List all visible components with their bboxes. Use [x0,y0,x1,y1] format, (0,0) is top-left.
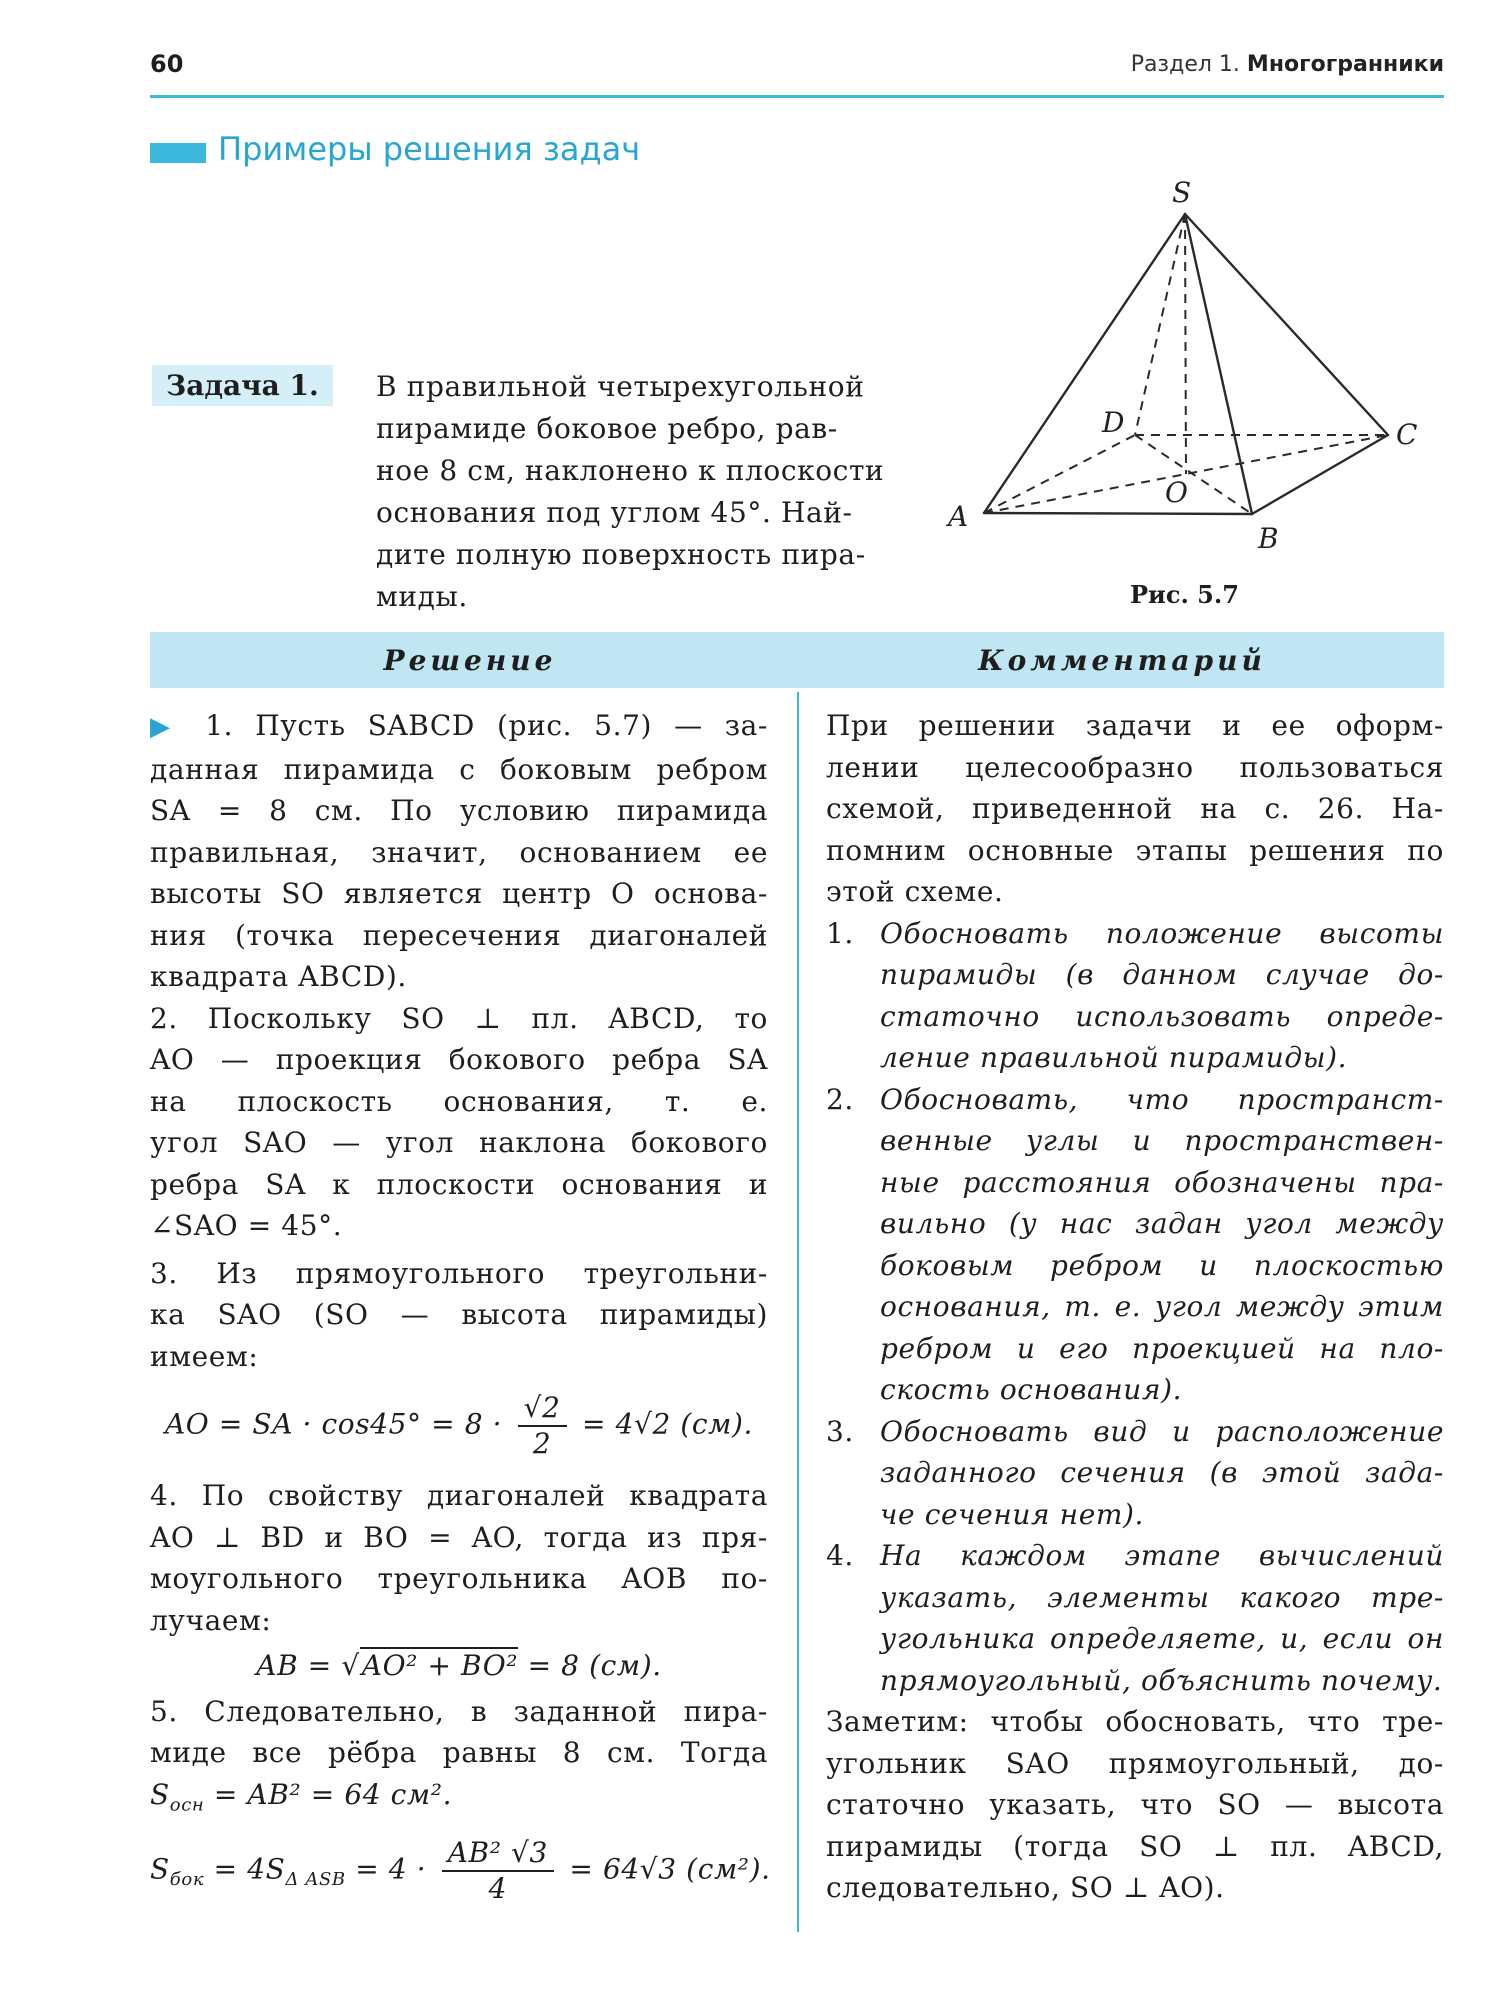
section-marker [150,143,206,163]
solution-line: лучаем: [150,1603,272,1637]
task-line: ное 8 см, наклонено к плоскости [376,454,885,487]
comment-line: заданного сечения (в этой зада- [880,1456,1444,1489]
comment-line: следовательно, SO ⊥ AO). [826,1871,1225,1904]
comment-line: че сечения нет). [880,1497,1145,1531]
label-O: O [1165,476,1188,509]
formula-ao: AO = SA · cos45° = 8 · $\frac{√2}{2}$ = 4√2 (см). [164,1391,754,1460]
label-B: B [1258,522,1279,555]
comment-line: Заметим: чтобы обосновать, что тре- [826,1705,1444,1738]
comment-line: схемой, приведенной на с. 26. На- [826,792,1444,825]
fraction: $\frac{\text{AB² √3}}{4}$ [442,1836,554,1906]
solution-line: AO ⊥ BD и BO = AO, тогда из пря- [150,1520,768,1554]
solution-line: ка SAO (SO — высота пирамиды) [150,1298,768,1331]
comment-line: При решении задачи и ее оформ- [826,709,1444,742]
task-line: В правильной четырехугольной [376,370,865,403]
section-title: Примеры решения задач [218,130,641,168]
comment-line: На каждом этапе вычислений [880,1539,1444,1572]
solution-line: 2. Поскольку SO ⊥ пл. ABCD, то [150,1001,768,1035]
comment-line: вильно (у нас задан угол между [880,1207,1444,1240]
solution-line-base-area: $S_{осн} = AB^2 = 64$ см². [150,1777,453,1816]
running-head-prefix: Раздел 1. [1130,52,1247,77]
comment-line: ребром и его проекцией на пло- [880,1331,1444,1365]
comment-item [826,1079,1444,1411]
solution-line: AO — проекция бокового ребра SA [150,1043,768,1076]
solution-line: ▶ 1. Пусть SABCD (рис. 5.7) — за- [150,709,768,742]
solution-line: миде все рёбра равны 8 см. Тогда [150,1736,768,1769]
comment-item-number: 1. [826,916,854,950]
comment-line: статочно указать, что SO — высота [826,1788,1444,1821]
comment-line: лении целесообразно пользоваться [826,750,1444,784]
solution-header: Решение [383,644,557,677]
diagonal-DB [1135,435,1252,514]
edge-AB [984,513,1252,514]
pyramid-figure [940,170,1440,560]
comment-item [826,913,1444,1079]
solution-line: данная пирамида с боковым ребром [150,752,768,786]
comment-line: основания, т. е. угол между этим [880,1290,1444,1323]
fraction: $\frac{√2}{2}$ [518,1391,567,1461]
comment-column [826,705,1444,1909]
comment-item [826,1411,1444,1536]
solution-column [150,705,771,1916]
comment-line: Обосновать вид и расположение [880,1414,1444,1448]
edge-SD [1135,214,1185,435]
solution-line: квадрата ABCD). [150,960,407,993]
running-head [1131,52,1444,77]
task-line: дите полную поверхность пира- [376,538,866,571]
solution-line: SA = 8 см. По условию пирамида [150,794,768,827]
solution-line: высоты SO является центр O основа- [150,877,768,910]
solution-line: на плоскость основания, т. е. [150,1084,768,1118]
comment-line: указать, элементы какого тре- [880,1580,1444,1614]
comment-line: Обосновать, что пространст- [880,1082,1444,1116]
task-line: миды. [376,580,468,613]
solution-line: моугольного треугольника AOB по- [150,1562,768,1595]
comment-line: угольника определяете, и, если он [880,1622,1444,1655]
header-rule [150,95,1444,98]
solution-line: ребра SA к плоскости основания и [150,1167,768,1201]
comment-item-number: 2. [826,1082,854,1116]
figure-caption: Рис. 5.7 [1130,580,1239,609]
solution-line: 3. Из прямоугольного треугольни- [150,1256,768,1290]
edge-AD [984,435,1135,513]
comment-line: пирамиды (тогда SO ⊥ пл. ABCD, [826,1829,1444,1863]
comment-header: Комментарий [978,644,1266,677]
edge-SA [984,214,1185,513]
comment-line: скость основания). [880,1373,1183,1406]
label-C: C [1396,418,1418,451]
label-A: A [948,500,969,533]
comment-line: прямоугольный, объяснить почему. [880,1663,1443,1697]
comment-line: пирамиды (в данном случае до- [880,958,1444,991]
comment-line: ные расстояния обозначены пра- [880,1165,1444,1199]
task-label: Задача 1. [152,365,333,406]
solution-line: имеем: [150,1339,259,1373]
comment-line: статочно использовать опреде- [880,999,1444,1033]
edge-SB [1185,214,1252,514]
page-number: 60 [150,50,184,78]
comment-line: помним основные этапы решения по [826,833,1444,867]
solution-line: ния (точка пересечения диагоналей [150,918,768,952]
running-head-section: Многогранники [1246,52,1444,77]
comment-line: венные углы и пространствен- [880,1124,1444,1157]
comment-line: угольник SAO прямоугольный, до- [826,1746,1444,1780]
formula-ab: AB = √AO² + BO² = 8 (см). [256,1649,662,1682]
comment-line: этой схеме. [826,875,1004,908]
comment-item-number: 3. [826,1414,854,1448]
solution-line: угол SAO — угол наклона бокового [150,1126,768,1159]
comment-item-number: 4. [826,1539,854,1572]
task-line: основания под углом 45°. Най- [376,496,853,529]
edge-BC [1252,435,1388,514]
formula-lateral-area: $S_{бок} = 4S_{\Delta ASB} = 4$ · $\frac{\text{AB² √3}}{4}$ = 64√3 (см²). [150,1835,771,1905]
comment-line: Обосновать положение высоты [880,916,1444,950]
solution-line: 5. Следовательно, в заданной пира- [150,1694,768,1728]
comment-line: ление правильной пирамиды). [880,1041,1348,1074]
label-S: S [1172,176,1192,209]
play-arrow-icon: ▶ [150,712,184,742]
solution-line: ∠SAO = 45°. [150,1209,343,1242]
column-divider [797,692,799,1932]
comment-item [826,1535,1444,1701]
comment-line: боковым ребром и плоскостью [880,1248,1444,1282]
task-statement [376,366,932,618]
label-D: D [1102,406,1125,439]
task-line: пирамиде боковое ребро, рав- [376,412,838,445]
solution-line: правильная, значит, основанием ее [150,835,768,869]
edge-SC [1185,214,1388,435]
solution-line: 4. По свойству диагоналей квадрата [150,1479,768,1512]
